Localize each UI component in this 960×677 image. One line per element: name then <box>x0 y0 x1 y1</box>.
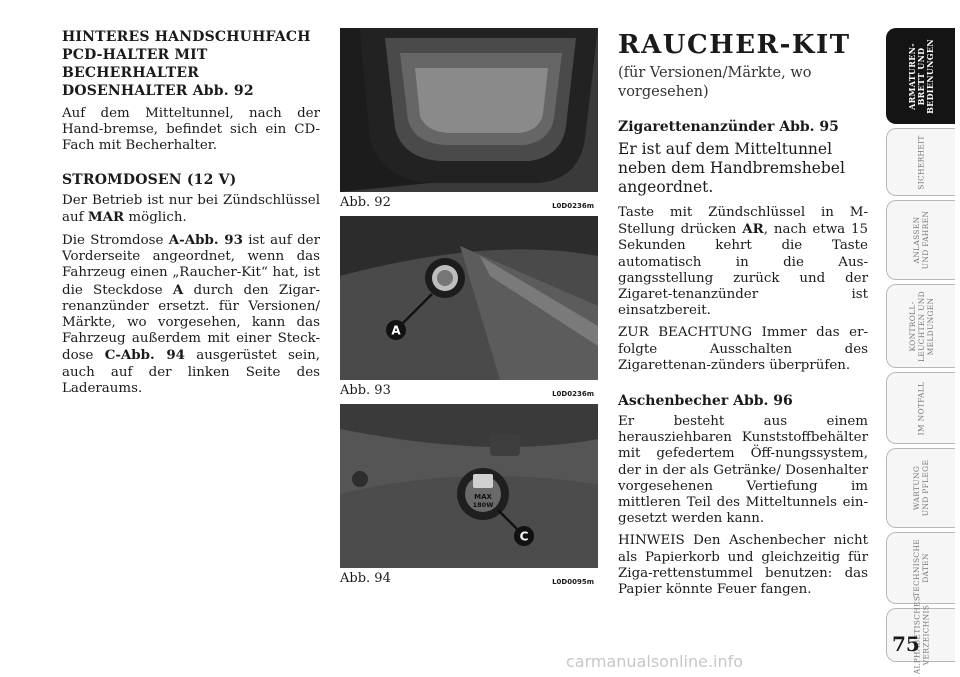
figure-93 <box>340 216 598 398</box>
text-span: Der Betrieb ist nur bei Zündschlüssel auf <box>62 192 320 225</box>
page-number: 75 <box>892 632 920 656</box>
text-bold: A-Abb. 93 <box>168 232 243 249</box>
paragraph-taste <box>618 205 868 319</box>
heading-line: HINTERES HANDSCHUHFACH <box>62 29 311 45</box>
heading-line: PCD-HALTER MIT <box>62 47 208 63</box>
watermark: carmanualsonline.info <box>566 652 744 671</box>
socket-text: 180W <box>472 501 494 509</box>
figure-code: L0D0095m <box>552 578 594 586</box>
paragraph-hinweis: HINWEIS Den Aschenbecher nicht als Papierkorb und gleichzeitig für Ziga-rettenstummel benutzen: das Papier könnte Feuer fangen. <box>618 533 868 598</box>
text-bold: A <box>172 281 184 298</box>
figure-label: Abb. 94 <box>340 571 391 586</box>
tab-label: ARMATUREN- BRETT UND BEDIENUNGEN <box>906 38 935 114</box>
text-span: Die Stromdose <box>62 233 169 249</box>
photo-power-socket-trunk <box>340 404 598 568</box>
paragraph-aschenbecher: Er besteht aus einem herausziehbaren Kunststoffbehälter mit gefedertem Öff-nungssystem, der in der als Getränke/ Dosenhalter vorgesehenen Vertiefung im mittleren Teil des Mitteltunnels ein-gesetzt werden kann. <box>618 414 868 527</box>
text-span: , nach etwa 15 Sekunden kehrt die Taste automatisch in die Aus-gangsstellung zurück und der Zigaret-tenanzünder ist einsatzbereit. <box>618 222 868 319</box>
figures-column <box>340 28 598 592</box>
text-span: ist auf der Vorderseite angeordnet, wenn das Fahrzeug einen „Raucher-Kit“ hat, ist die Steckdose <box>62 233 320 298</box>
socket-front-illustration <box>340 216 598 380</box>
text-span: Taste mit Zündschlüssel in M-Stellung drücken <box>618 205 868 238</box>
paragraph-betrieb <box>62 193 320 226</box>
paragraph-cd-fach: Auf dem Mitteltunnel, nach der Hand-bremse, befindet sich ein CD-Fach mit Becherhalter. <box>62 106 320 154</box>
tab-wartung[interactable] <box>886 448 955 528</box>
figure-code: L0D0236m <box>552 390 594 398</box>
tab-anlassen[interactable] <box>886 200 955 280</box>
tab-im-notfall[interactable] <box>886 372 955 444</box>
text-span: ausgerüstet sein, auch auf der linken Seite des Laderaums. <box>62 348 320 396</box>
tab-armaturenbrett[interactable] <box>886 28 955 124</box>
tab-label: TECHNISCHE DATEN <box>912 538 930 598</box>
figure-92 <box>340 28 598 210</box>
tab-label: KONTROLL- LEUCHTEN UND MELDUNGEN <box>907 290 935 362</box>
photo-glovebox <box>340 28 598 192</box>
page-title: RAUCHER-KIT <box>618 30 851 60</box>
socket-text: MAX <box>474 493 492 501</box>
marker-label: C <box>519 529 529 544</box>
figure-code: L0D0236m <box>552 202 594 210</box>
socket-trunk-illustration <box>340 404 598 568</box>
marker-label: A <box>391 323 401 338</box>
heading-aschenbecher: Aschenbecher Abb. 96 <box>618 393 793 410</box>
tab-sicherheit[interactable] <box>886 128 955 196</box>
text-span: durch den Zigar-renanzünder ersetzt. für Versionen/ Märkte, wo vorgesehen, kann das Fahrzeug außerdem mit einer Steck-dose <box>62 282 320 364</box>
subtitle: (für Versionen/Märkte, wo vorgesehen) <box>618 65 812 100</box>
figure-label: Abb. 93 <box>340 383 391 398</box>
paragraph-beachtung: ZUR BEACHTUNG Immer das er-folgte Ausschalten des Zigarettenan-zünders überprüfen. <box>618 325 868 373</box>
text-span: möglich. <box>124 209 187 225</box>
right-column <box>618 30 868 604</box>
tab-kontrollleuchten[interactable] <box>886 284 955 368</box>
heading-stromdosen: STROMDOSEN (12 V) <box>62 171 237 188</box>
heading-line: DOSENHALTER Abb. 92 <box>62 83 254 99</box>
photo-power-socket-front <box>340 216 598 380</box>
glovebox-illustration <box>340 28 598 192</box>
tab-technische-daten[interactable] <box>886 532 955 604</box>
figure-label: Abb. 92 <box>340 195 391 210</box>
tab-label: SICHERHEIT <box>916 134 926 190</box>
heading-handschuhfach <box>62 28 320 100</box>
paragraph-stromdose <box>62 232 320 397</box>
lead-paragraph: Er ist auf dem Mitteltunnel neben dem Handbremshebel angeordnet. <box>618 140 845 196</box>
tab-label: ALPHABETISCHES VERZEICHNIS <box>912 595 930 675</box>
text-bold: MAR <box>87 208 125 225</box>
text-bold: AR <box>742 221 764 238</box>
heading-zigarettenanzuender: Zigarettenanzünder Abb. 95 <box>618 119 839 135</box>
heading-line: BECHERHALTER <box>62 65 200 81</box>
figure-94 <box>340 404 598 586</box>
tab-label: IM NOTFALL <box>916 381 926 435</box>
left-column <box>62 28 320 403</box>
tab-label: ANLASSEN UND FAHREN <box>911 210 930 270</box>
tab-label: WARTUNG UND PFLEGE <box>911 459 930 517</box>
text-bold: C-Abb. 94 <box>104 347 185 364</box>
